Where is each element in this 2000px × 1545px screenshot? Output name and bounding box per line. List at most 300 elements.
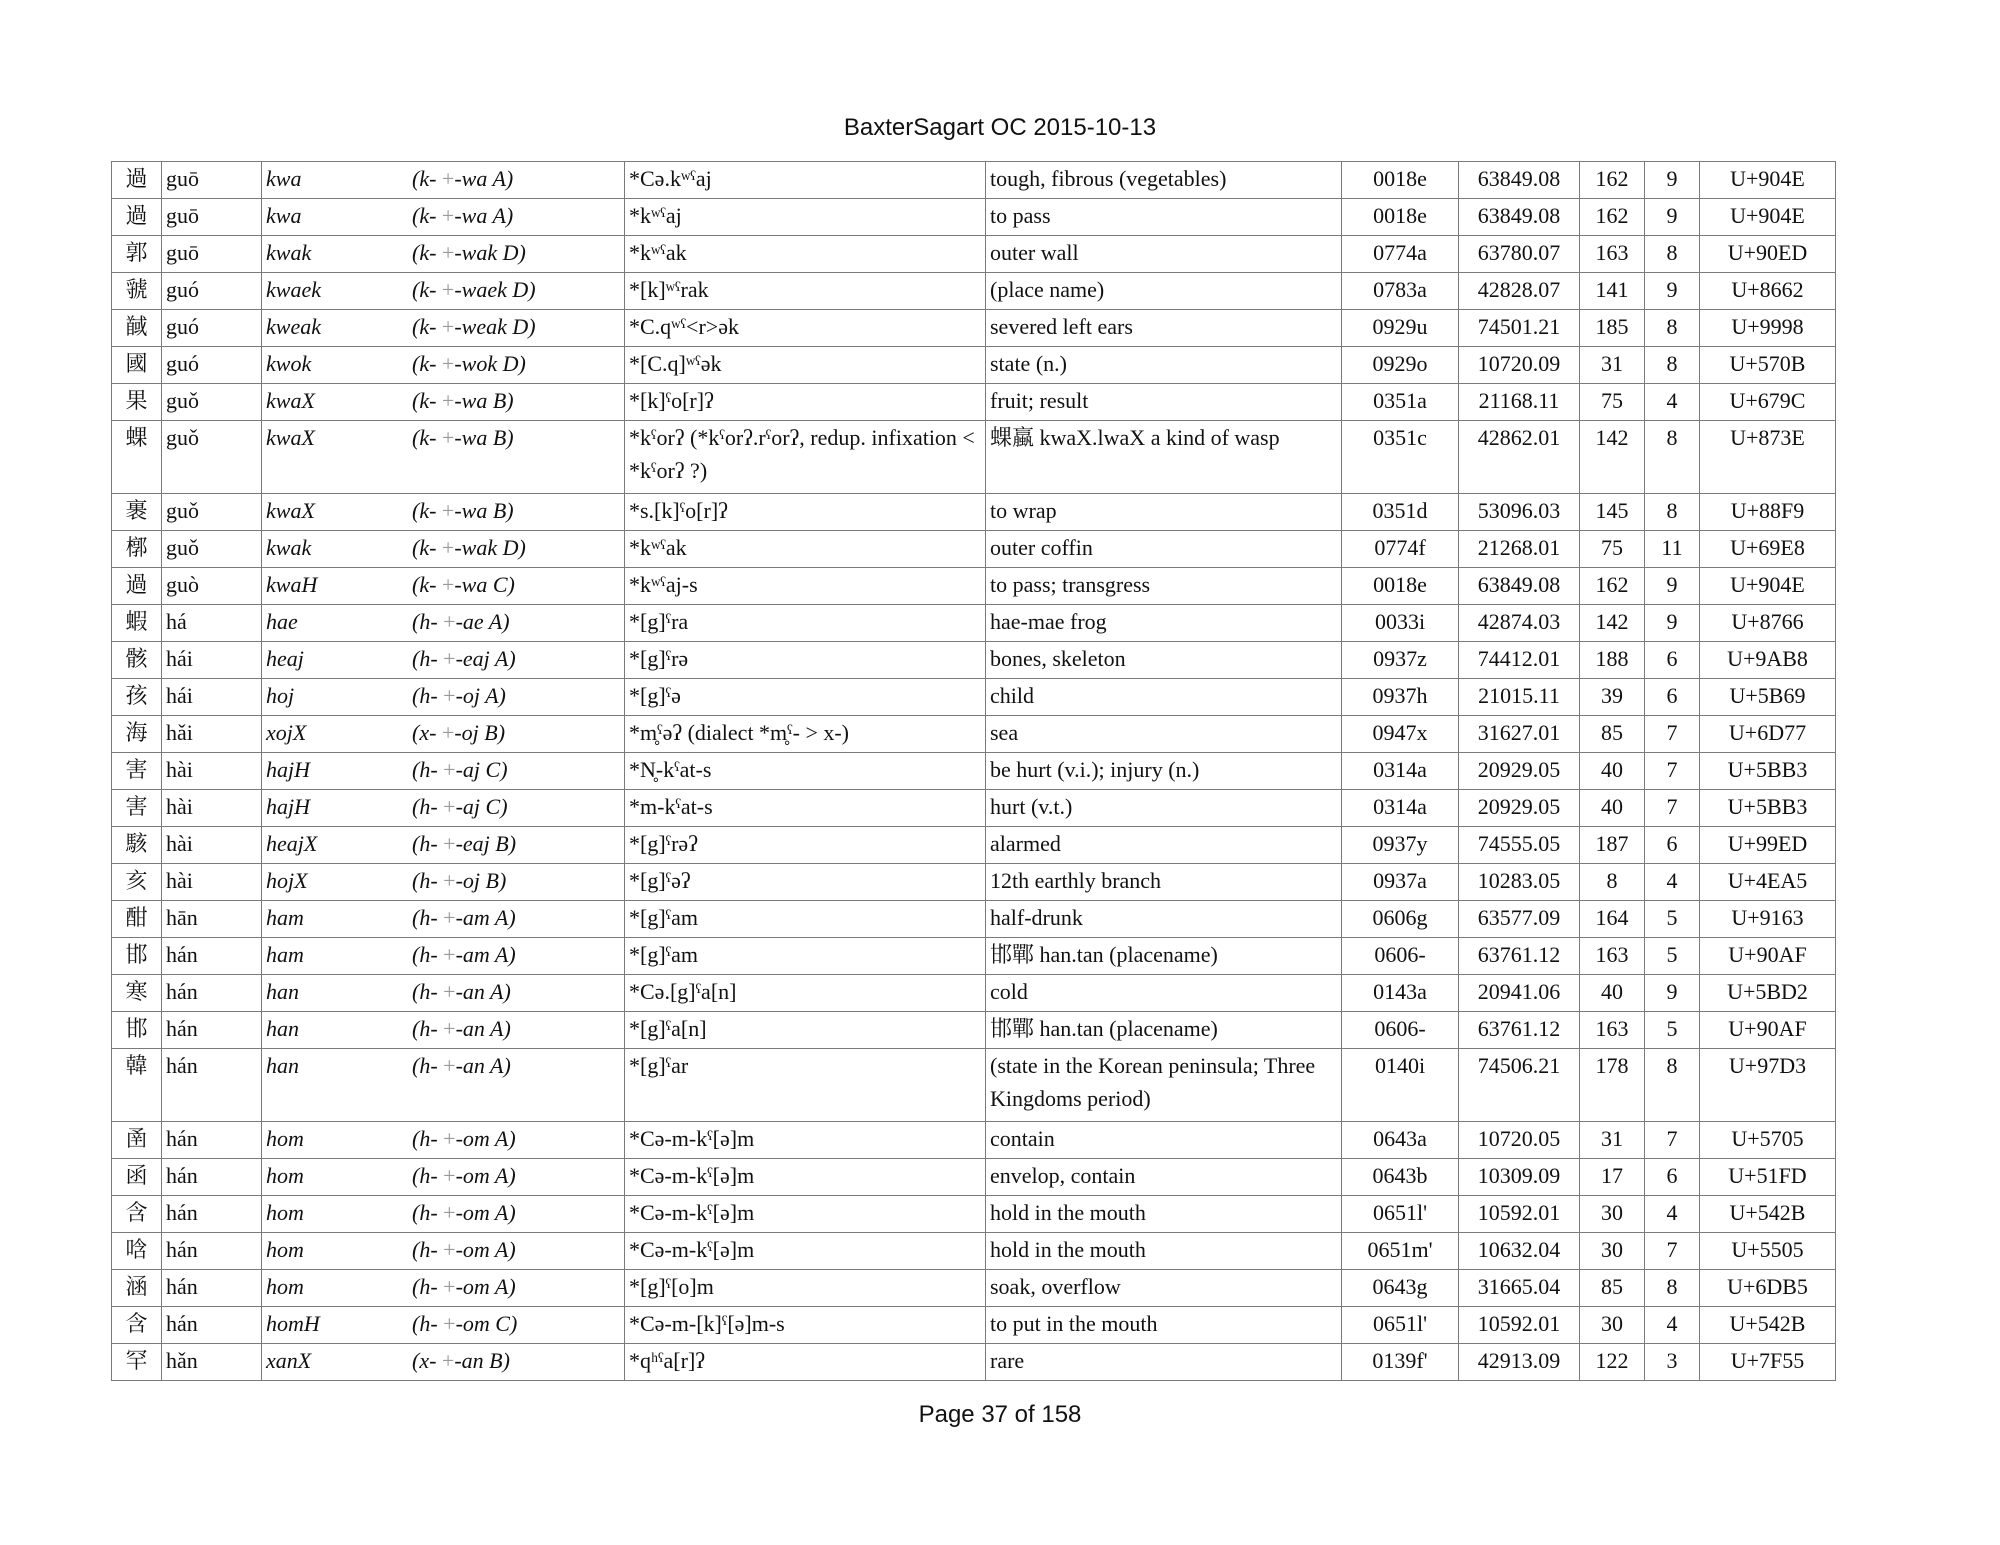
character-cell: 酣 (112, 901, 162, 938)
gloss-cell: 蜾蠃 kwaX.lwaX a kind of wasp (986, 421, 1342, 494)
pinyin-cell: hán (162, 1196, 262, 1233)
stroke-count-cell: 9 (1645, 975, 1700, 1012)
mc-initial: (k- (412, 498, 437, 523)
character-cell: 果 (112, 384, 162, 421)
mc-initial: (h- (412, 905, 438, 930)
mc-final: -an B) (454, 1348, 510, 1373)
gsr-cell: 0351d (1342, 494, 1459, 531)
unicode-cell: U+542B (1700, 1196, 1836, 1233)
table-row (112, 901, 1836, 938)
gsr-cell: 0643a (1342, 1122, 1459, 1159)
mc-initial: (k- (412, 240, 437, 265)
middle-chinese-cell (262, 790, 625, 827)
character-cell: 含 (112, 1307, 162, 1344)
hydzd-cell: 10592.01 (1459, 1196, 1580, 1233)
mc-initial: (h- (412, 1016, 438, 1041)
hydzd-cell: 10632.04 (1459, 1233, 1580, 1270)
stroke-count-cell: 9 (1645, 605, 1700, 642)
mc-reading: kwak (266, 535, 312, 560)
gloss-cell: to pass (986, 199, 1342, 236)
character-cell: 骸 (112, 642, 162, 679)
mc-plus-sign: + (441, 240, 455, 265)
old-chinese-cell: *kʷˤaj (625, 199, 986, 236)
table-row (112, 938, 1836, 975)
unicode-cell: U+904E (1700, 162, 1836, 199)
mc-final: -an A) (455, 979, 511, 1004)
character-cell: 唅 (112, 1233, 162, 1270)
mc-initial: (h- (412, 1126, 438, 1151)
table-row (112, 716, 1836, 753)
radical-cell: 141 (1580, 273, 1645, 310)
mc-reading: hom (266, 1163, 304, 1188)
hydzd-cell: 63761.12 (1459, 938, 1580, 975)
mc-reading: ham (266, 942, 304, 967)
gloss-cell: 12th earthly branch (986, 864, 1342, 901)
mc-reading: homH (266, 1311, 320, 1336)
gsr-cell: 0606- (1342, 1012, 1459, 1049)
character-cell: 過 (112, 162, 162, 199)
character-cell: 國 (112, 347, 162, 384)
hydzd-cell: 42828.07 (1459, 273, 1580, 310)
mc-final: -wa A) (454, 203, 514, 228)
hydzd-cell: 10592.01 (1459, 1307, 1580, 1344)
gloss-cell: 邯鄲 han.tan (placename) (986, 938, 1342, 975)
old-chinese-cell: *Cə-m-[k]ˤ[ə]m-s (625, 1307, 986, 1344)
table-row (112, 1049, 1836, 1122)
stroke-count-cell: 6 (1645, 679, 1700, 716)
gloss-cell: to wrap (986, 494, 1342, 531)
mc-plus-sign: + (441, 166, 455, 191)
unicode-cell: U+90AF (1700, 1012, 1836, 1049)
table-row (112, 531, 1836, 568)
pinyin-cell: guò (162, 568, 262, 605)
unicode-cell: U+904E (1700, 199, 1836, 236)
mc-initial: (x- (412, 720, 437, 745)
hydzd-cell: 21015.11 (1459, 679, 1580, 716)
radical-cell: 30 (1580, 1233, 1645, 1270)
mc-final: -wa B) (454, 388, 514, 413)
hydzd-cell: 74501.21 (1459, 310, 1580, 347)
mc-final: -waek D) (454, 277, 536, 302)
mc-plus-sign: + (443, 1016, 456, 1041)
old-chinese-cell: *kˤorʔ (*kˤorʔ.rˤorʔ, redup. infixation < *kˤorʔ ?) (625, 421, 986, 494)
mc-initial: (h- (412, 609, 438, 634)
hydzd-cell: 63849.08 (1459, 568, 1580, 605)
unicode-cell: U+904E (1700, 568, 1836, 605)
middle-chinese-cell (262, 1344, 625, 1381)
mc-plus-sign: + (443, 831, 456, 856)
radical-cell: 30 (1580, 1307, 1645, 1344)
mc-reading: kwaX (266, 425, 315, 450)
radical-cell: 75 (1580, 531, 1645, 568)
mc-reading: kwaX (266, 498, 315, 523)
unicode-cell: U+9163 (1700, 901, 1836, 938)
unicode-cell: U+69E8 (1700, 531, 1836, 568)
hydzd-cell: 21268.01 (1459, 531, 1580, 568)
mc-initial: (h- (412, 942, 438, 967)
middle-chinese-cell (262, 753, 625, 790)
middle-chinese-cell (262, 310, 625, 347)
pinyin-cell: guǒ (162, 494, 262, 531)
mc-initial: (h- (412, 1311, 438, 1336)
old-chinese-cell: *[C.q]ʷˤək (625, 347, 986, 384)
middle-chinese-cell (262, 347, 625, 384)
gsr-cell: 0937h (1342, 679, 1459, 716)
mc-plus-sign: + (443, 757, 456, 782)
hydzd-cell: 21168.11 (1459, 384, 1580, 421)
mc-plus-sign: + (443, 609, 456, 634)
old-chinese-cell: *[g]ˤam (625, 901, 986, 938)
gsr-cell: 0783a (1342, 273, 1459, 310)
mc-final: -oj B) (455, 868, 507, 893)
mc-final: -wa C) (454, 572, 515, 597)
stroke-count-cell: 8 (1645, 421, 1700, 494)
stroke-count-cell: 7 (1645, 1122, 1700, 1159)
radical-cell: 85 (1580, 1270, 1645, 1307)
stroke-count-cell: 4 (1645, 864, 1700, 901)
mc-initial: (k- (412, 203, 437, 228)
character-cell: 過 (112, 199, 162, 236)
page-title: BaxterSagart OC 2015-10-13 (843, 114, 1157, 141)
gloss-cell: to put in the mouth (986, 1307, 1342, 1344)
pinyin-cell: hán (162, 1012, 262, 1049)
middle-chinese-cell (262, 1159, 625, 1196)
stroke-count-cell: 5 (1645, 1012, 1700, 1049)
hydzd-cell: 20941.06 (1459, 975, 1580, 1012)
hydzd-cell: 10309.09 (1459, 1159, 1580, 1196)
gloss-cell: half-drunk (986, 901, 1342, 938)
radical-cell: 17 (1580, 1159, 1645, 1196)
gloss-cell: bones, skeleton (986, 642, 1342, 679)
mc-initial: (h- (412, 868, 438, 893)
mc-plus-sign: + (441, 1348, 455, 1373)
middle-chinese-cell (262, 1307, 625, 1344)
unicode-cell: U+5BB3 (1700, 753, 1836, 790)
stroke-count-cell: 8 (1645, 1270, 1700, 1307)
unicode-cell: U+4EA5 (1700, 864, 1836, 901)
unicode-cell: U+679C (1700, 384, 1836, 421)
character-cell: 蝦 (112, 605, 162, 642)
pinyin-cell: hài (162, 827, 262, 864)
old-chinese-cell: *m̥ˤəʔ (dialect *m̥ˤ- > x-) (625, 716, 986, 753)
gloss-cell: to pass; transgress (986, 568, 1342, 605)
old-chinese-cell: *N̥-kˤat-s (625, 753, 986, 790)
character-cell: 郭 (112, 236, 162, 273)
pinyin-cell: hài (162, 864, 262, 901)
mc-reading: heajX (266, 831, 318, 856)
hydzd-cell: 63849.08 (1459, 162, 1580, 199)
old-chinese-cell: *Cə-m-kˤ[ə]m (625, 1196, 986, 1233)
middle-chinese-cell (262, 605, 625, 642)
mc-final: -wa A) (454, 166, 514, 191)
character-cell: 孩 (112, 679, 162, 716)
old-chinese-cell: *kʷˤak (625, 236, 986, 273)
gloss-cell: hold in the mouth (986, 1196, 1342, 1233)
gsr-cell: 0139f' (1342, 1344, 1459, 1381)
old-chinese-cell: *[g]ˤra (625, 605, 986, 642)
pinyin-cell: guó (162, 273, 262, 310)
pinyin-cell: hài (162, 790, 262, 827)
middle-chinese-cell (262, 679, 625, 716)
mc-plus-sign: + (441, 351, 455, 376)
mc-plus-sign: + (443, 1200, 456, 1225)
stroke-count-cell: 5 (1645, 901, 1700, 938)
mc-plus-sign: + (443, 1126, 456, 1151)
middle-chinese-cell (262, 642, 625, 679)
mc-reading: hajH (266, 757, 310, 782)
mc-reading: ham (266, 905, 304, 930)
gloss-cell: be hurt (v.i.); injury (n.) (986, 753, 1342, 790)
old-chinese-cell: *[k]ʷˤrak (625, 273, 986, 310)
mc-plus-sign: + (441, 277, 455, 302)
mc-plus-sign: + (443, 683, 456, 708)
mc-initial: (k- (412, 425, 437, 450)
mc-final: -wa B) (454, 498, 514, 523)
mc-initial: (h- (412, 1237, 438, 1262)
hydzd-cell: 63577.09 (1459, 901, 1580, 938)
mc-initial: (h- (412, 831, 438, 856)
radical-cell: 85 (1580, 716, 1645, 753)
old-chinese-cell: *[g]ˤə (625, 679, 986, 716)
mc-final: -aj C) (455, 794, 508, 819)
character-cell: 圅 (112, 1122, 162, 1159)
gsr-cell: 0314a (1342, 790, 1459, 827)
character-cell: 涵 (112, 1270, 162, 1307)
mc-reading: hom (266, 1126, 304, 1151)
lexicon-table-body (112, 162, 1836, 1381)
mc-plus-sign: + (441, 203, 455, 228)
stroke-count-cell: 3 (1645, 1344, 1700, 1381)
mc-reading: hoj (266, 683, 295, 708)
gsr-cell: 0774a (1342, 236, 1459, 273)
gsr-cell: 0351a (1342, 384, 1459, 421)
old-chinese-cell: *Cə-m-kˤ[ə]m (625, 1159, 986, 1196)
table-row (112, 1012, 1836, 1049)
mc-final: -wok D) (454, 351, 526, 376)
hydzd-cell: 31627.01 (1459, 716, 1580, 753)
middle-chinese-cell (262, 901, 625, 938)
radical-cell: 187 (1580, 827, 1645, 864)
mc-initial: (h- (412, 646, 438, 671)
old-chinese-cell: *C.qʷˤ<r>ək (625, 310, 986, 347)
pinyin-cell: hái (162, 642, 262, 679)
mc-initial: (h- (412, 757, 438, 782)
stroke-count-cell: 8 (1645, 494, 1700, 531)
gsr-cell: 0018e (1342, 199, 1459, 236)
table-row (112, 1159, 1836, 1196)
table-row (112, 236, 1836, 273)
mc-reading: hojX (266, 868, 308, 893)
pinyin-cell: hán (162, 938, 262, 975)
mc-plus-sign: + (441, 498, 455, 523)
stroke-count-cell: 8 (1645, 1049, 1700, 1122)
stroke-count-cell: 4 (1645, 384, 1700, 421)
hydzd-cell: 74412.01 (1459, 642, 1580, 679)
gloss-cell: contain (986, 1122, 1342, 1159)
radical-cell: 39 (1580, 679, 1645, 716)
character-cell: 罕 (112, 1344, 162, 1381)
mc-plus-sign: + (441, 572, 455, 597)
pinyin-cell: guó (162, 310, 262, 347)
mc-plus-sign: + (443, 1274, 456, 1299)
unicode-cell: U+570B (1700, 347, 1836, 384)
mc-initial: (h- (412, 1274, 438, 1299)
mc-final: -ae A) (455, 609, 510, 634)
character-cell: 過 (112, 568, 162, 605)
old-chinese-cell: *kʷˤak (625, 531, 986, 568)
radical-cell: 164 (1580, 901, 1645, 938)
pinyin-cell: guǒ (162, 384, 262, 421)
radical-cell: 40 (1580, 975, 1645, 1012)
mc-final: -om C) (455, 1311, 518, 1336)
pinyin-cell: guó (162, 347, 262, 384)
unicode-cell: U+6D77 (1700, 716, 1836, 753)
unicode-cell: U+5705 (1700, 1122, 1836, 1159)
stroke-count-cell: 9 (1645, 568, 1700, 605)
gsr-cell: 0606g (1342, 901, 1459, 938)
pinyin-cell: guō (162, 162, 262, 199)
middle-chinese-cell (262, 568, 625, 605)
middle-chinese-cell (262, 1270, 625, 1307)
mc-final: -om A) (455, 1126, 516, 1151)
pinyin-cell: hán (162, 1233, 262, 1270)
table-row (112, 1270, 1836, 1307)
table-row (112, 384, 1836, 421)
mc-final: -weak D) (454, 314, 536, 339)
radical-cell: 163 (1580, 938, 1645, 975)
mc-plus-sign: + (443, 868, 456, 893)
stroke-count-cell: 8 (1645, 236, 1700, 273)
stroke-count-cell: 5 (1645, 938, 1700, 975)
character-cell: 邯 (112, 1012, 162, 1049)
unicode-cell: U+97D3 (1700, 1049, 1836, 1122)
old-chinese-cell: *Cə-m-kˤ[ə]m (625, 1233, 986, 1270)
middle-chinese-cell (262, 1049, 625, 1122)
stroke-count-cell: 4 (1645, 1307, 1700, 1344)
gloss-cell: alarmed (986, 827, 1342, 864)
middle-chinese-cell (262, 1196, 625, 1233)
gsr-cell: 0929u (1342, 310, 1459, 347)
gsr-cell: 0018e (1342, 162, 1459, 199)
radical-cell: 185 (1580, 310, 1645, 347)
mc-plus-sign: + (441, 535, 455, 560)
middle-chinese-cell (262, 384, 625, 421)
mc-plus-sign: + (443, 646, 456, 671)
gloss-cell: child (986, 679, 1342, 716)
table-row (112, 310, 1836, 347)
radical-cell: 162 (1580, 199, 1645, 236)
pinyin-cell: hán (162, 1122, 262, 1159)
table-row (112, 347, 1836, 384)
table-row (112, 1344, 1836, 1381)
character-cell: 馘 (112, 310, 162, 347)
table-row (112, 1307, 1836, 1344)
gsr-cell: 0143a (1342, 975, 1459, 1012)
gsr-cell: 0351c (1342, 421, 1459, 494)
mc-reading: xanX (266, 1348, 312, 1373)
mc-initial: (h- (412, 1200, 438, 1225)
gloss-cell: severed left ears (986, 310, 1342, 347)
hydzd-cell: 42862.01 (1459, 421, 1580, 494)
unicode-cell: U+8662 (1700, 273, 1836, 310)
hydzd-cell: 42913.09 (1459, 1344, 1580, 1381)
middle-chinese-cell (262, 236, 625, 273)
gsr-cell: 0651m' (1342, 1233, 1459, 1270)
table-row (112, 605, 1836, 642)
gloss-cell: hurt (v.t.) (986, 790, 1342, 827)
mc-reading: kweak (266, 314, 321, 339)
old-chinese-cell: *[k]ˤo[r]ʔ (625, 384, 986, 421)
unicode-cell: U+99ED (1700, 827, 1836, 864)
old-chinese-cell: *s.[k]ˤo[r]ʔ (625, 494, 986, 531)
mc-initial: (k- (412, 351, 437, 376)
mc-final: -oj A) (455, 683, 506, 708)
gloss-cell: (place name) (986, 273, 1342, 310)
gsr-cell: 0606- (1342, 938, 1459, 975)
gloss-cell: outer coffin (986, 531, 1342, 568)
stroke-count-cell: 9 (1645, 162, 1700, 199)
mc-reading: hom (266, 1274, 304, 1299)
old-chinese-cell: *[g]ˤar (625, 1049, 986, 1122)
character-cell: 害 (112, 753, 162, 790)
old-chinese-cell: *Cə.[g]ˤa[n] (625, 975, 986, 1012)
hydzd-cell: 10720.09 (1459, 347, 1580, 384)
mc-plus-sign: + (443, 942, 456, 967)
unicode-cell: U+5B69 (1700, 679, 1836, 716)
stroke-count-cell: 6 (1645, 1159, 1700, 1196)
gloss-cell: sea (986, 716, 1342, 753)
pinyin-cell: hán (162, 1159, 262, 1196)
unicode-cell: U+9AB8 (1700, 642, 1836, 679)
hydzd-cell: 53096.03 (1459, 494, 1580, 531)
mc-final: -am A) (455, 942, 516, 967)
middle-chinese-cell (262, 162, 625, 199)
mc-reading: hae (266, 609, 298, 634)
hydzd-cell: 20929.05 (1459, 790, 1580, 827)
pinyin-cell: hái (162, 679, 262, 716)
unicode-cell: U+542B (1700, 1307, 1836, 1344)
mc-plus-sign: + (443, 979, 456, 1004)
radical-cell: 30 (1580, 1196, 1645, 1233)
old-chinese-cell: *qʰˤa[r]ʔ (625, 1344, 986, 1381)
middle-chinese-cell (262, 531, 625, 568)
mc-plus-sign: + (441, 388, 455, 413)
gloss-cell: hold in the mouth (986, 1233, 1342, 1270)
unicode-cell: U+7F55 (1700, 1344, 1836, 1381)
middle-chinese-cell (262, 1012, 625, 1049)
mc-reading: kwa (266, 166, 302, 191)
hydzd-cell: 74506.21 (1459, 1049, 1580, 1122)
table-row (112, 199, 1836, 236)
pinyin-cell: hān (162, 901, 262, 938)
pinyin-cell: guō (162, 199, 262, 236)
mc-initial: (k- (412, 388, 437, 413)
gsr-cell: 0018e (1342, 568, 1459, 605)
pinyin-cell: guǒ (162, 531, 262, 568)
mc-initial: (h- (412, 1163, 438, 1188)
mc-plus-sign: + (443, 794, 456, 819)
mc-initial: (k- (412, 572, 437, 597)
stroke-count-cell: 4 (1645, 1196, 1700, 1233)
mc-final: -eaj B) (455, 831, 517, 856)
middle-chinese-cell (262, 1122, 625, 1159)
gsr-cell: 0947x (1342, 716, 1459, 753)
unicode-cell: U+51FD (1700, 1159, 1836, 1196)
mc-reading: han (266, 1016, 299, 1041)
unicode-cell: U+873E (1700, 421, 1836, 494)
gloss-cell: tough, fibrous (vegetables) (986, 162, 1342, 199)
gloss-cell: (state in the Korean peninsula; Three Kingdoms period) (986, 1049, 1342, 1122)
